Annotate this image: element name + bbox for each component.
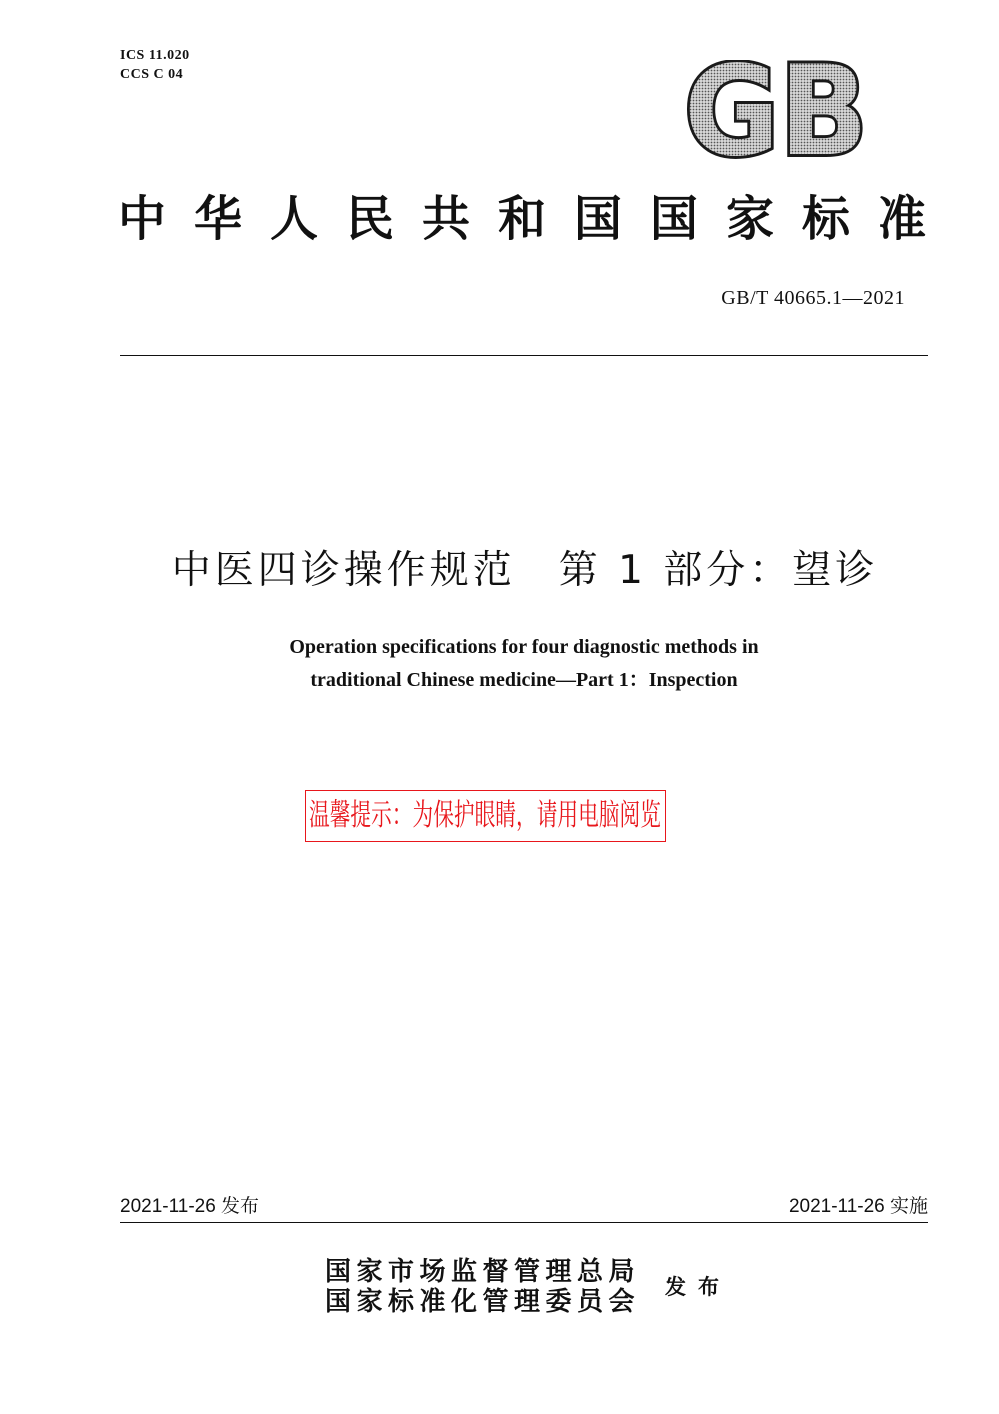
chinese-title: 中医四诊操作规范 第 1 部分：望诊 <box>171 548 879 593</box>
eye-care-notice <box>305 790 666 842</box>
issue-label: 发布 <box>665 1274 731 1299</box>
bottom-divider <box>120 1222 928 1223</box>
gb-logo-icon <box>680 60 872 160</box>
english-title-line-1: Operation specifications for four diagnostic methods in <box>289 636 759 658</box>
issuer-samr: 国家市场监督管理总局 <box>325 1257 641 1287</box>
english-title-line-2: traditional Chinese medicine—Part 1：Inspection <box>310 669 738 691</box>
ics-code: ICS 11.020 <box>120 48 190 63</box>
issue-date: 2021-11-26 发布 <box>120 1196 260 1217</box>
top-divider <box>120 355 928 356</box>
issuer-sac: 国家标准化管理委员会 <box>325 1287 641 1317</box>
implementation-date: 2021-11-26 实施 <box>788 1196 928 1217</box>
national-standard-title: 中华人民共和国国家标准 <box>118 191 955 247</box>
eye-care-notice-text: 温馨提示：为保护眼睛，请用电脑阅览 <box>309 798 661 833</box>
standard-number: GB/T 40665.1—2021 <box>721 287 905 309</box>
gb-logo-lettering: GB <box>684 60 868 160</box>
ccs-code: CCS C 04 <box>120 67 184 82</box>
